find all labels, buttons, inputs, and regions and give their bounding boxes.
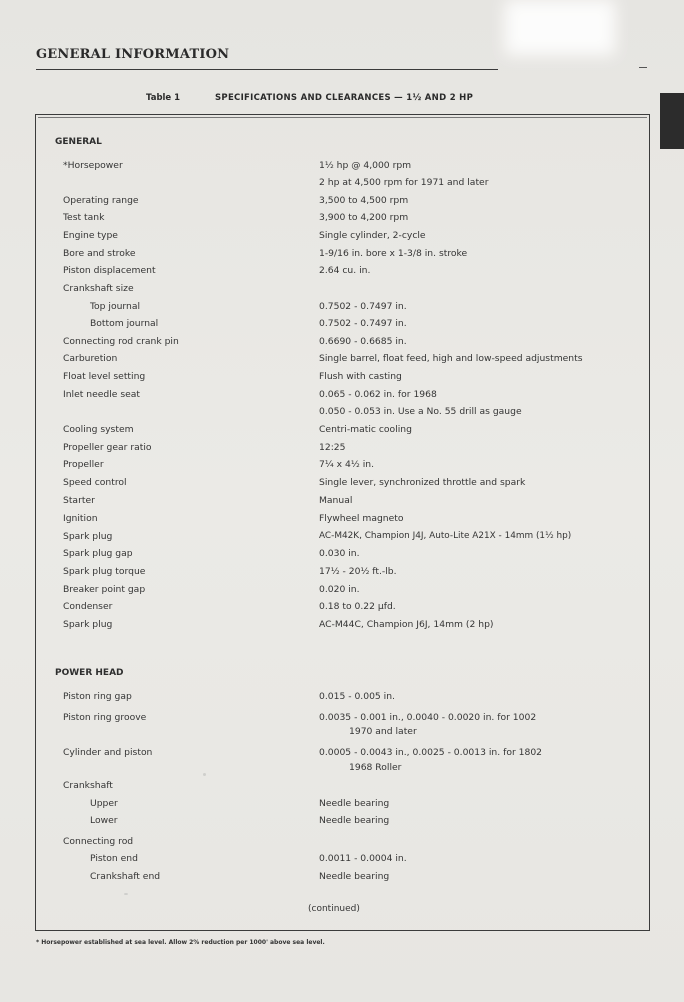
row-value: Single cylinder, 2-cycle: [319, 230, 426, 241]
row-value: Single lever, synchronized throttle and spark: [319, 477, 526, 488]
table-title: SPECIFICATIONS AND CLEARANCES — 1½ AND 2 HP: [215, 93, 474, 103]
row-value: 0.18 to 0.22 µfd.: [319, 601, 396, 612]
row-label: Propeller: [63, 459, 104, 470]
row-value: 0.6690 - 0.6685 in.: [319, 336, 407, 347]
row-label: Starter: [63, 495, 95, 506]
row-value: 3,500 to 4,500 rpm: [319, 195, 409, 206]
row-label: Piston displacement: [63, 265, 156, 276]
row-value: 1-9/16 in. bore x 1-3/8 in. stroke: [319, 248, 468, 259]
row-value: Needle bearing: [319, 871, 390, 882]
row-label: Spark plug: [63, 531, 113, 542]
row-value: 17½ - 20½ ft.-lb.: [319, 566, 397, 577]
section-heading-general: GENERAL: [55, 137, 102, 147]
scan-speck: [124, 893, 128, 895]
row-value: 7¼ x 4½ in.: [319, 459, 374, 470]
row-value: 0.020 in.: [319, 584, 360, 595]
row-value: 1½ hp @ 4,000 rpm: [319, 160, 412, 171]
row-label: Spark plug: [63, 619, 113, 630]
row-label: Upper: [90, 798, 118, 809]
row-label: Inlet needle seat: [63, 389, 141, 400]
row-label: Crankshaft end: [90, 871, 161, 882]
row-label: Propeller gear ratio: [63, 442, 152, 453]
row-value: Single barrel, float feed, high and low-speed adjustments: [319, 353, 583, 364]
row-value: 0.0005 - 0.0043 in., 0.0025 - 0.0013 in. for 1802: [319, 747, 543, 758]
row-value: 0.015 - 0.005 in.: [319, 691, 395, 702]
row-value: 0.030 in.: [319, 548, 360, 559]
row-label: Piston end: [90, 853, 138, 864]
row-label: Breaker point gap: [63, 584, 146, 595]
row-value: Flush with casting: [319, 371, 402, 382]
margin-dash: [639, 67, 647, 68]
table-inner-rule: [38, 117, 647, 118]
row-label: Carburetion: [63, 353, 118, 364]
row-label: Spark plug gap: [63, 548, 133, 559]
scan-glare: [505, 0, 615, 55]
row-label: Condenser: [63, 601, 113, 612]
row-value: 0.7502 - 0.7497 in.: [319, 318, 407, 329]
row-label: Crankshaft size: [63, 283, 134, 294]
row-label: Bore and stroke: [63, 248, 136, 259]
row-value: Centri-matic cooling: [319, 424, 412, 435]
page-header: GENERAL INFORMATION: [36, 47, 230, 62]
row-value: 2.64 cu. in.: [319, 265, 371, 276]
row-value: Flywheel magneto: [319, 513, 404, 524]
row-label: Top journal: [90, 301, 141, 312]
row-value: AC-M44C, Champion J6J, 14mm (2 hp): [319, 619, 494, 630]
row-label: Test tank: [63, 212, 105, 223]
row-value: Needle bearing: [319, 798, 390, 809]
row-value: 12:25: [319, 442, 346, 453]
section-heading-power-head: POWER HEAD: [55, 668, 124, 678]
row-value: 0.0035 - 0.001 in., 0.0040 - 0.0020 in. for 1002: [319, 712, 537, 723]
row-label: Speed control: [63, 477, 127, 488]
row-label: Operating range: [63, 195, 139, 206]
row-value: AC-M42K, Champion J4J, Auto-Lite A21X - 14mm (1½ hp): [319, 531, 572, 541]
row-value: 0.050 - 0.053 in. Use a No. 55 drill as gauge: [319, 406, 522, 417]
table-number: Table 1: [146, 93, 181, 103]
continued-note: (continued): [308, 904, 360, 914]
row-label: Connecting rod crank pin: [63, 336, 179, 347]
row-label: Cylinder and piston: [63, 747, 153, 758]
section-tab-marker: [660, 93, 684, 149]
row-value-continuation: 1970 and later: [349, 726, 417, 737]
row-value-continuation: 1968 Roller: [349, 762, 402, 773]
row-value: 2 hp at 4,500 rpm for 1971 and later: [319, 177, 489, 188]
row-label: *Horsepower: [63, 160, 123, 171]
row-value: 0.7502 - 0.7497 in.: [319, 301, 407, 312]
row-value: 0.0011 - 0.0004 in.: [319, 853, 407, 864]
row-label: Connecting rod: [63, 836, 134, 847]
row-label: Engine type: [63, 230, 118, 241]
row-label: Bottom journal: [90, 318, 159, 329]
row-value: Manual: [319, 495, 353, 506]
row-label: Float level setting: [63, 371, 146, 382]
row-label: Lower: [90, 815, 118, 826]
scan-speck: [203, 773, 206, 776]
row-label: Piston ring groove: [63, 712, 147, 723]
row-label: Ignition: [63, 513, 98, 524]
row-label: Spark plug torque: [63, 566, 146, 577]
row-value: 0.065 - 0.062 in. for 1968: [319, 389, 437, 400]
footnote: * Horsepower established at sea level. Allow 2% reduction per 1000' above sea level.: [36, 939, 325, 946]
header-rule: [36, 69, 498, 70]
row-label: Piston ring gap: [63, 691, 132, 702]
row-value: 3,900 to 4,200 rpm: [319, 212, 409, 223]
row-label: Crankshaft: [63, 780, 113, 791]
row-value: Needle bearing: [319, 815, 390, 826]
row-label: Cooling system: [63, 424, 134, 435]
